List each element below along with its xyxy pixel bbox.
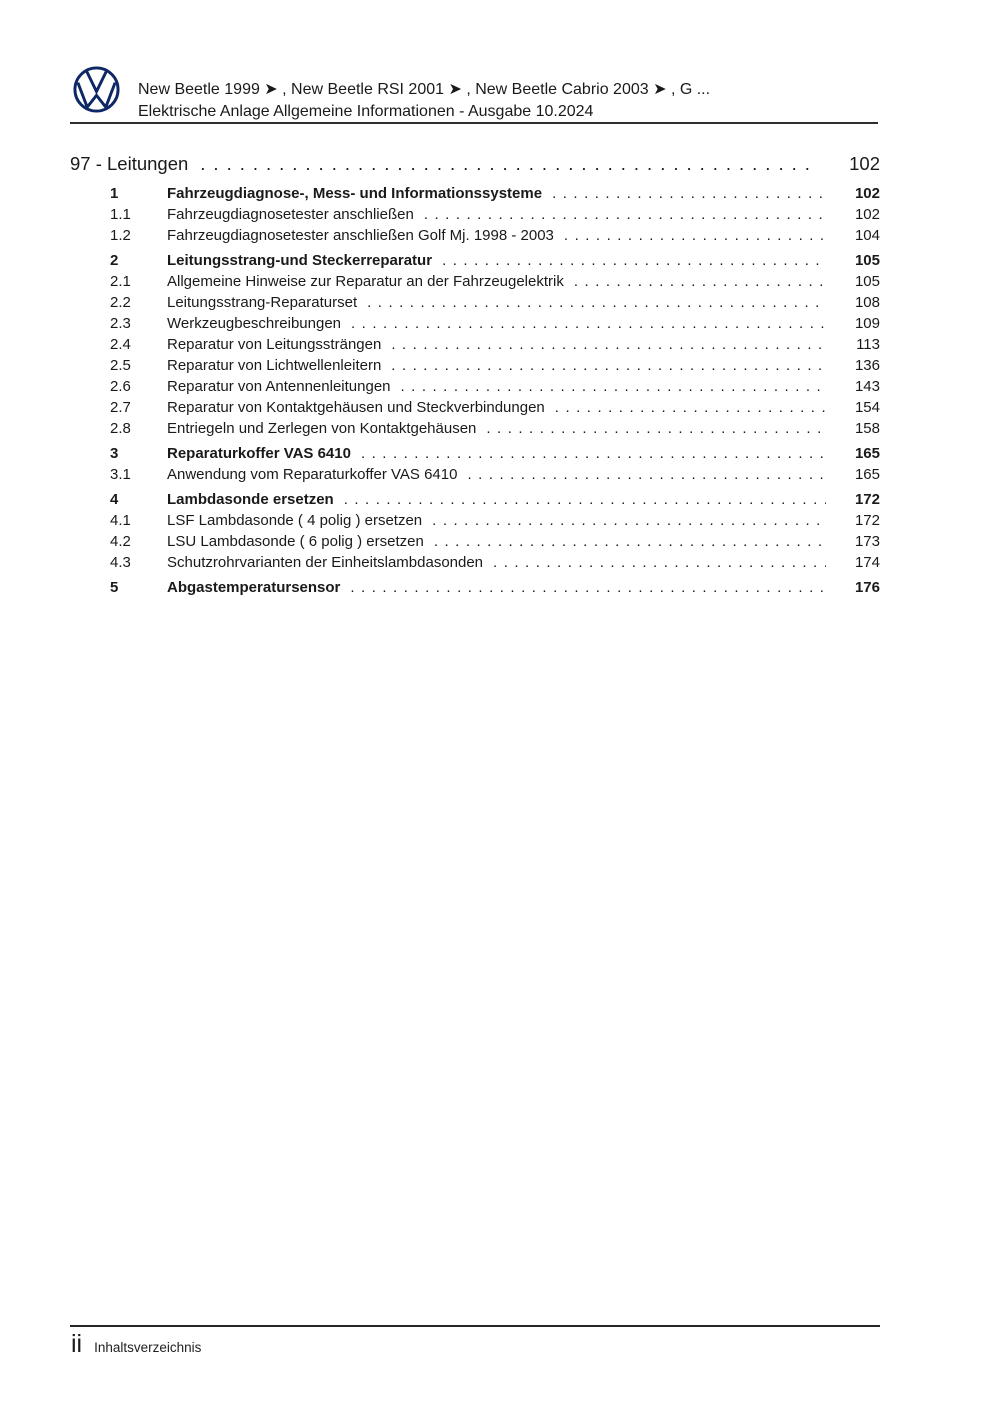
- toc-entry-number: 1: [110, 185, 119, 202]
- dot-leader: [467, 464, 826, 485]
- toc-entry-title: Werkzeugbeschreibungen: [167, 315, 342, 332]
- toc-entry-page: 158: [854, 420, 880, 437]
- toc-entry-title: Reparatur von Lichtwellenleitern: [167, 357, 382, 374]
- toc-entry: [70, 552, 880, 573]
- toc-entry-title: Abgastemperatursensor: [167, 579, 341, 596]
- toc-entry-title: Fahrzeugdiagnosetester anschließen Golf Mj. 1998 - 2003: [167, 227, 554, 244]
- toc-entry-title: Reparatur von Antennenleitungen: [167, 378, 391, 395]
- dot-leader: [552, 183, 826, 204]
- toc-entry-title: Leitungsstrang-und Steckerreparatur: [167, 252, 433, 269]
- toc-entry-number: 4.3: [110, 554, 131, 571]
- toc-entry-number: 2: [110, 252, 119, 269]
- toc-entry: [70, 250, 880, 271]
- toc-entry-page: 136: [854, 357, 880, 374]
- toc-entry: [70, 577, 880, 598]
- toc-entry: [70, 397, 880, 418]
- toc-entry-number: 4: [110, 491, 119, 508]
- dot-leader: [493, 552, 826, 573]
- toc-chapter-row: [70, 151, 880, 177]
- toc-entry-number: 5: [110, 579, 119, 596]
- toc-entry-page: 102: [854, 206, 880, 223]
- toc-entry-number: 2.3: [110, 315, 131, 332]
- toc-entry-page: 174: [854, 554, 880, 571]
- header-divider: [70, 122, 878, 124]
- header-model-line: New Beetle 1999 ➤ , New Beetle RSI 2001 ➤ , New Beetle Cabrio 2003 ➤ , G ...: [138, 81, 711, 98]
- dot-leader: [344, 489, 826, 510]
- dot-leader: [424, 204, 826, 225]
- dot-leader: [574, 271, 826, 292]
- toc-entry-number: 1.1: [110, 206, 131, 223]
- toc-entry: [70, 225, 880, 246]
- toc-entry-title: Anwendung vom Reparaturkoffer VAS 6410: [167, 466, 458, 483]
- toc-entry-title: Fahrzeugdiagnosetester anschließen: [167, 206, 414, 223]
- toc-entry-number: 3: [110, 445, 119, 462]
- toc-entry: [70, 292, 880, 313]
- toc-entry-page: 102: [854, 185, 880, 202]
- vw-logo-icon: [72, 65, 121, 114]
- dot-leader: [200, 151, 818, 177]
- toc-chapter-title: 97 - Leitungen: [70, 153, 189, 174]
- toc-entry-page: 143: [854, 378, 880, 395]
- toc-entry-title: Entriegeln und Zerlegen von Kontaktgehäusen: [167, 420, 477, 437]
- toc-entry-number: 3.1: [110, 466, 131, 483]
- dot-leader: [367, 292, 826, 313]
- toc-entry-title: Lambdasonde ersetzen: [167, 491, 334, 508]
- toc-entry-page: 172: [854, 491, 880, 508]
- toc-entry-number: 2.8: [110, 420, 131, 437]
- toc-entry-title: LSF Lambdasonde ( 4 polig ) ersetzen: [167, 512, 423, 529]
- dot-leader: [434, 531, 826, 552]
- toc-entry-number: 4.1: [110, 512, 131, 529]
- toc-entry: [70, 334, 880, 355]
- header-title-line: Elektrische Anlage Allgemeine Informationen - Ausgabe 10.2024: [138, 103, 594, 120]
- toc-entry-number: 2.5: [110, 357, 131, 374]
- toc-entry-page: 165: [854, 445, 880, 462]
- toc-entry-page: 165: [854, 466, 880, 483]
- dot-leader: [351, 313, 826, 334]
- toc-entry: [70, 510, 880, 531]
- toc-entry-page: 109: [854, 315, 880, 332]
- dot-leader: [486, 418, 826, 439]
- toc-entry-page: 172: [854, 512, 880, 529]
- toc-entry-number: 2.6: [110, 378, 131, 395]
- dot-leader: [361, 443, 826, 464]
- document-header: [138, 79, 710, 123]
- table-of-contents: [70, 151, 880, 598]
- dot-leader: [401, 376, 826, 397]
- dot-leader: [391, 334, 826, 355]
- toc-entry-title: Allgemeine Hinweise zur Reparatur an der Fahrzeugelektrik: [167, 273, 564, 290]
- toc-entry: [70, 204, 880, 225]
- toc-entry-page: 104: [854, 227, 880, 244]
- toc-entry: [70, 376, 880, 397]
- dot-leader: [432, 510, 826, 531]
- toc-entry: [70, 464, 880, 485]
- dot-leader: [564, 225, 826, 246]
- toc-entry: [70, 489, 880, 510]
- toc-entry-page: 173: [854, 533, 880, 550]
- toc-entry: [70, 313, 880, 334]
- toc-entry-title: Reparatur von Leitungssträngen: [167, 336, 382, 353]
- footer-label: Inhaltsverzeichnis: [94, 1340, 202, 1355]
- toc-entry-page: 105: [854, 252, 880, 269]
- toc-entry-page: 176: [854, 579, 880, 596]
- toc-entry-number: 2.1: [110, 273, 131, 290]
- dot-leader: [350, 577, 826, 598]
- toc-entry-title: Schutzrohrvarianten der Einheitslambdasonden: [167, 554, 484, 571]
- toc-entry: [70, 183, 880, 204]
- footer-page-number: ii: [71, 1330, 83, 1358]
- toc-entry: [70, 443, 880, 464]
- toc-entry-title: Reparatur von Kontaktgehäusen und Steckverbindungen: [167, 399, 545, 416]
- page-footer: [71, 1329, 201, 1359]
- dot-leader: [555, 397, 826, 418]
- toc-entry-title: Reparaturkoffer VAS 6410: [167, 445, 351, 462]
- toc-entry-number: 2.2: [110, 294, 131, 311]
- toc-entry: [70, 418, 880, 439]
- toc-entry: [70, 355, 880, 376]
- toc-entry-page: 113: [856, 336, 880, 353]
- toc-entry-title: LSU Lambdasonde ( 6 polig ) ersetzen: [167, 533, 424, 550]
- dot-leader: [391, 355, 826, 376]
- toc-entry-page: 154: [854, 399, 880, 416]
- dot-leader: [442, 250, 826, 271]
- toc-entry-number: 2.7: [110, 399, 131, 416]
- toc-entry: [70, 531, 880, 552]
- toc-entry-page: 105: [854, 273, 880, 290]
- toc-entry-number: 1.2: [110, 227, 131, 244]
- toc-entry-page: 108: [854, 294, 880, 311]
- toc-entry-title: Leitungsstrang-Reparaturset: [167, 294, 358, 311]
- toc-chapter-page: 102: [849, 153, 880, 174]
- footer-divider: [70, 1325, 880, 1327]
- toc-entry-number: 2.4: [110, 336, 131, 353]
- toc-entry-title: Fahrzeugdiagnose-, Mess- und Informationssysteme: [167, 185, 543, 202]
- toc-entry-number: 4.2: [110, 533, 131, 550]
- toc-entry: [70, 271, 880, 292]
